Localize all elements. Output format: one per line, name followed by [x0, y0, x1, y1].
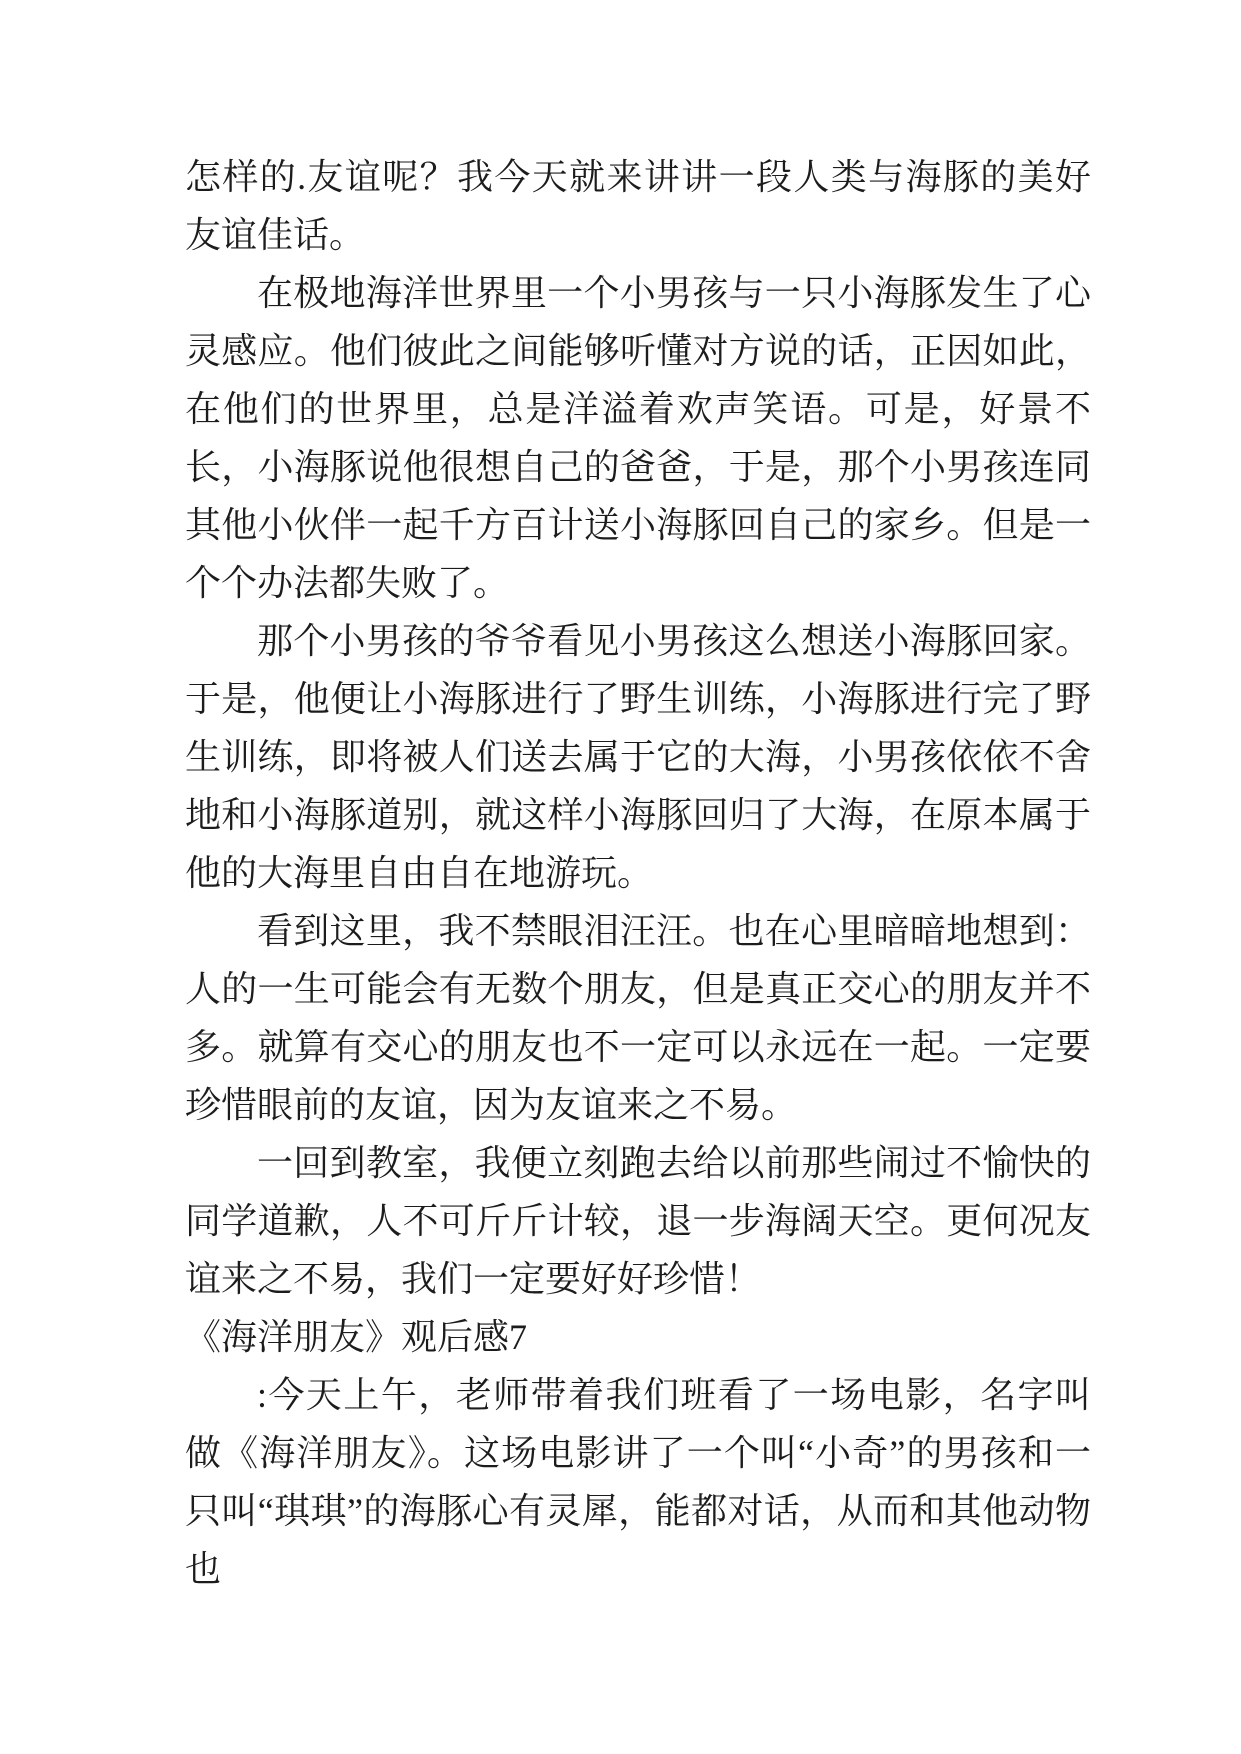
paragraph: 怎样的.友谊呢？我今天就来讲讲一段人类与海豚的美好友谊佳话。 [185, 157, 1091, 255]
section-heading: 《海洋朋友》观后感7 [185, 1317, 528, 1357]
paragraph: :今天上午，老师带着我们班看了一场电影，名字叫做《海洋朋友》。这场电影讲了一个叫“小奇”的男孩和一只叫“琪琪”的海豚心有灵犀，能都对话，从而和其他动物也 [185, 1375, 1091, 1589]
paragraph: 在极地海洋世界里一个小男孩与一只小海豚发生了心灵感应。他们彼此之间能够听懂对方说的话，正因如此，在他们的世界里，总是洋溢着欢声笑语。可是，好景不长，小海豚说他很想自己的爸爸，于是，那个小男孩连同其他小伙伴一起千方百计送小海豚回自己的家乡。但是一个个办法都失败了。 [185, 273, 1091, 603]
text-body [185, 148, 1091, 1598]
paragraph: 看到这里，我不禁眼泪汪汪。也在心里暗暗地想到：人的一生可能会有无数个朋友，但是真正交心的朋友并不多。就算有交心的朋友也不一定可以永远在一起。一定要珍惜眼前的友谊，因为友谊来之不易。 [185, 911, 1091, 1125]
paragraph: 那个小男孩的爷爷看见小男孩这么想送小海豚回家。于是，他便让小海豚进行了野生训练，小海豚进行完了野生训练，即将被人们送去属于它的大海，小男孩依依不舍地和小海豚道别，就这样小海豚回归了大海，在原本属于他的大海里自由自在地游玩。 [185, 621, 1091, 893]
paragraph: 一回到教室，我便立刻跑去给以前那些闹过不愉快的同学道歉，人不可斤斤计较，退一步海阔天空。更何况友谊来之不易，我们一定要好好珍惜！ [185, 1143, 1091, 1299]
